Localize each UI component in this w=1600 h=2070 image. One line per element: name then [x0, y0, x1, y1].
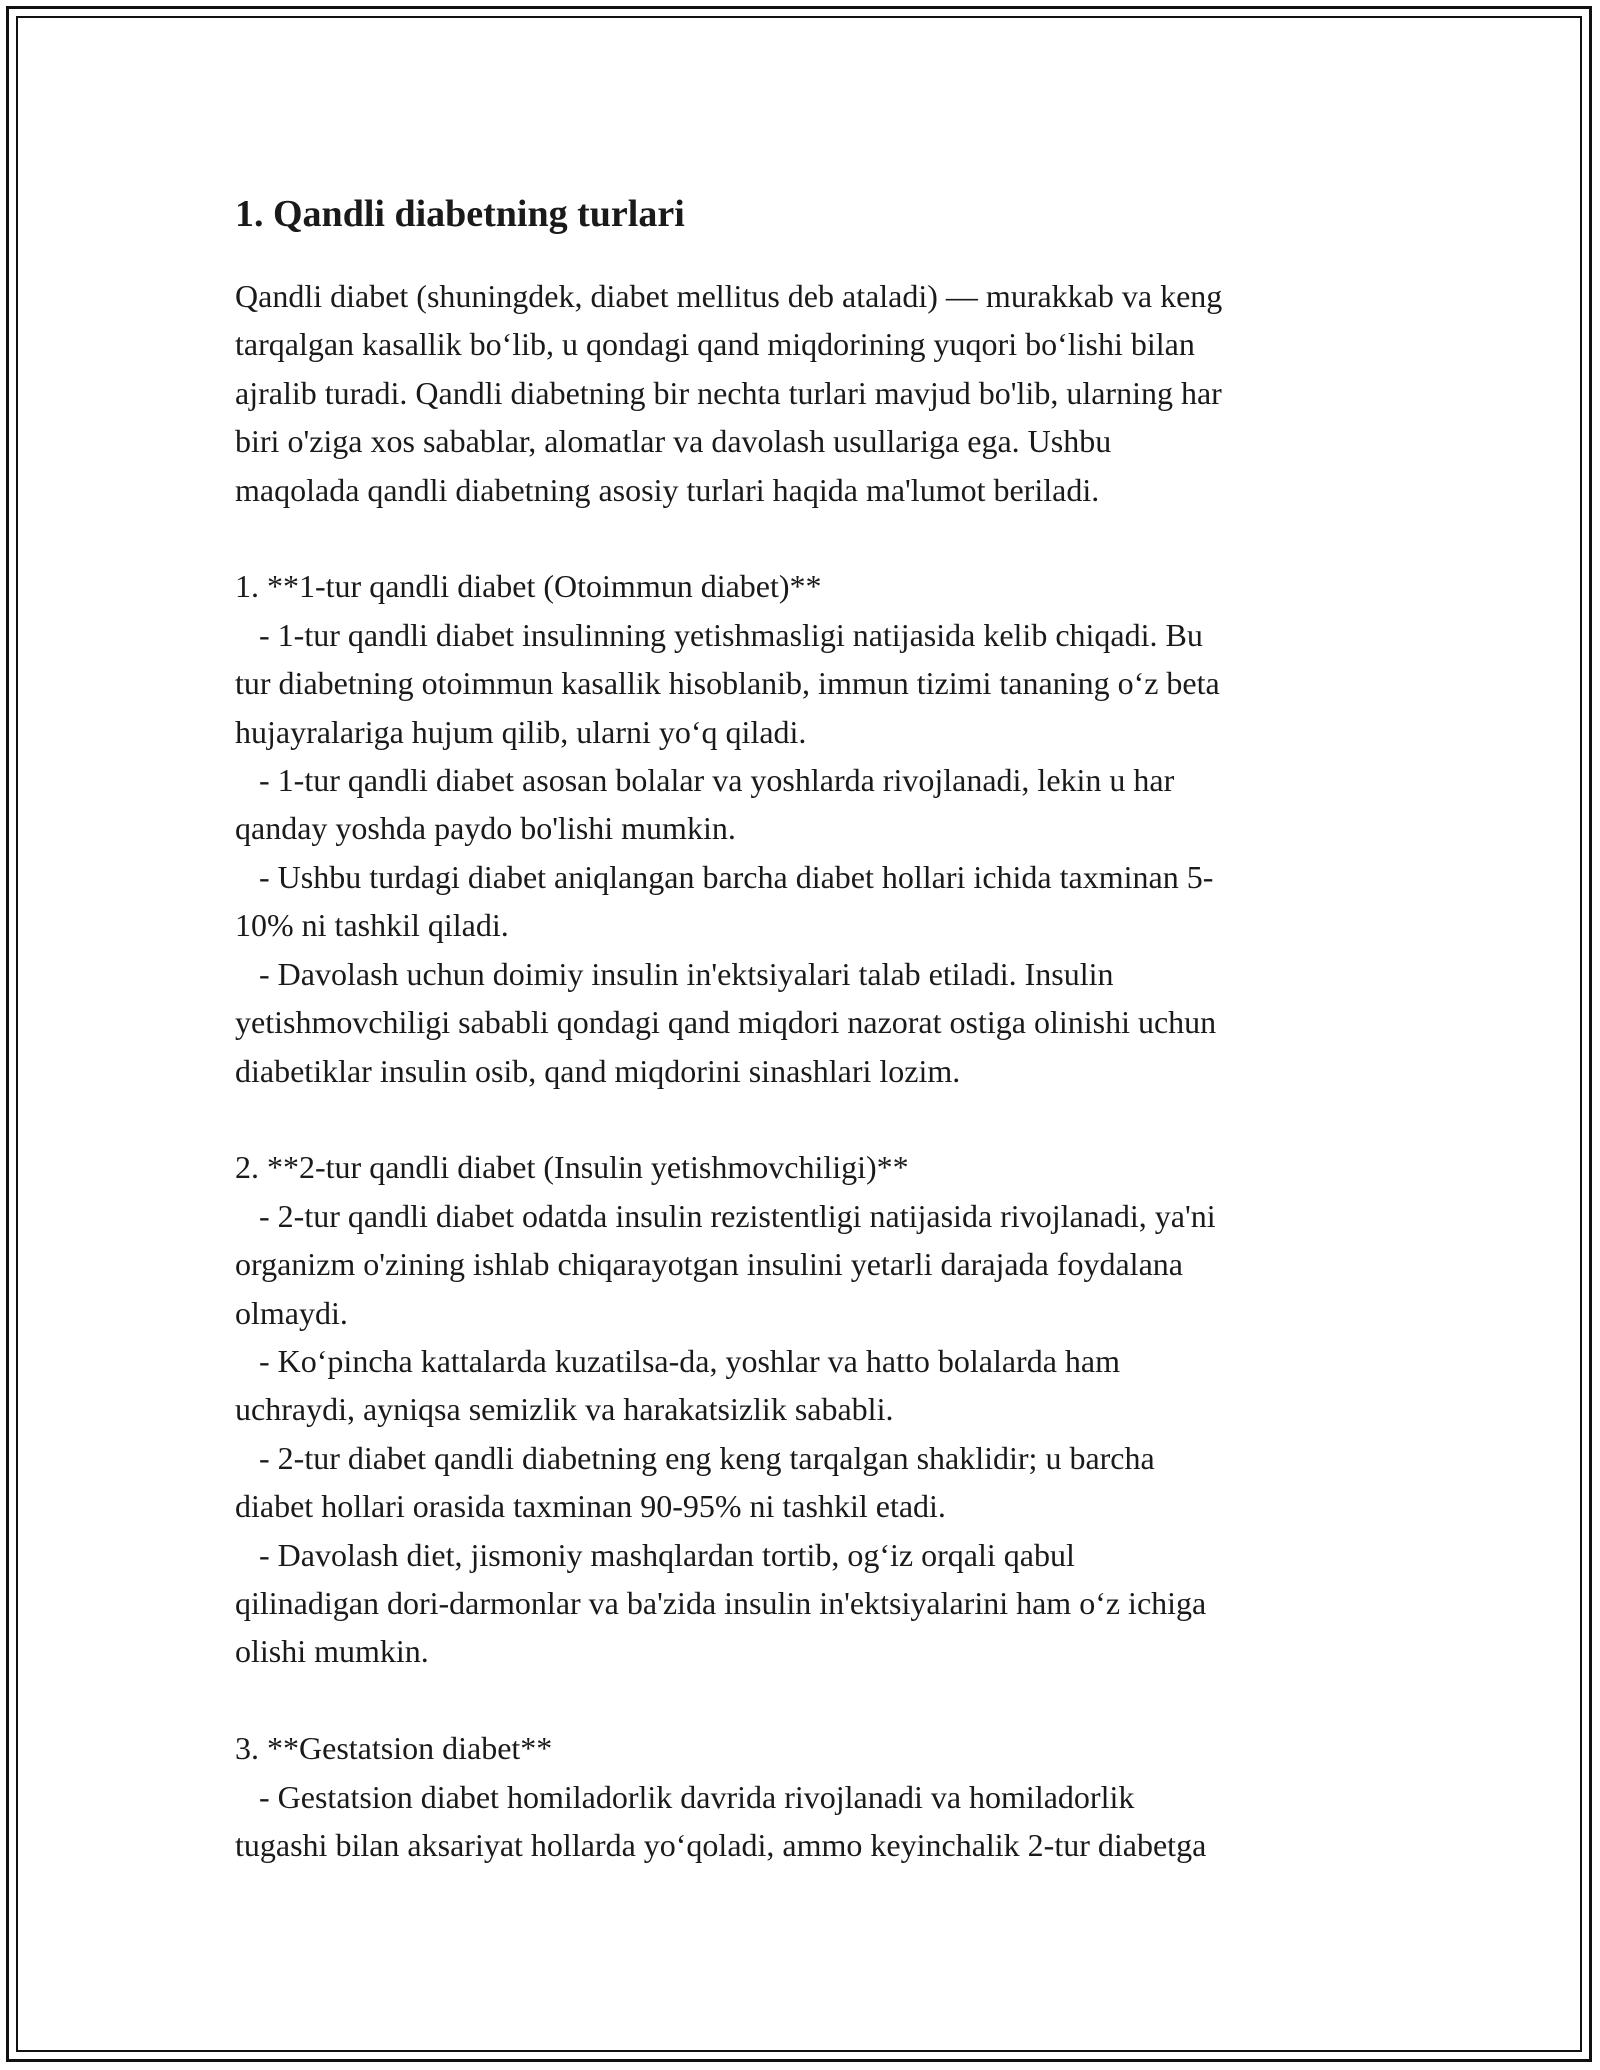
document-content	[235, 188, 1385, 1869]
section-heading: 1. Qandli diabetning turlari	[235, 193, 685, 235]
document-body-text: Qandli diabet (shuningdek, diabet mellitus deb ataladi) — murakkab va keng tarqalgan kasallik bo‘lib, u qondagi qand miqdorining yuqori bo‘lishi bilan ajralib turadi. Qandli diabetning bir nechta turlari mavjud bo'lib, ularning har biri o'ziga xos sabablar, alomatlar va davolash usullariga ega. Ushbu maqolada qandli diabetning asosiy turlari haqida ma'lumot beriladi. 1. **1-tur qandli diabet (Otoimmun diabet)** - 1-tur qandli diabet insulinning yetishmasligi natijasida kelib chiqadi. Bu tur diabetning otoimmun kasallik hisoblanib, immun tizimi tananing o‘z beta hujayralariga hujum qilib, ularni yo‘q qiladi. - 1-tur qandli diabet asosan bolalar va yoshlarda rivojlanadi, lekin u har qanday yoshda paydo bo'lishi mumkin. - Ushbu turdagi diabet aniqlangan barcha diabet hollari ichida taxminan 5- 10% ni tashkil qiladi. - Davolash uchun doimiy insulin in'ektsiyalari talab etiladi. Insulin yetishmovchiligi sababli qondagi qand miqdori nazorat ostiga olinishi uchun diabetiklar insulin osib, qand miqdorini sinashlari lozim. 2. **2-tur qandli diabet (Insulin yetishmovchiligi)** - 2-tur qandli diabet odatda insulin rezistentligi natijasida rivojlanadi, ya'ni organizm o'zining ishlab chiqarayotgan insulini yetarli darajada foydalana olmaydi. - Ko‘pincha kattalarda kuzatilsa-da, yoshlar va hatto bolalarda ham uchraydi, ayniqsa semizlik va harakatsizlik sababli. - 2-tur diabet qandli diabetning eng keng tarqalgan shaklidir; u barcha diabet hollari orasida taxminan 90-95% ni tashkil etadi. - Davolash diet, jismoniy mashqlardan tortib, og‘iz orqali qabul qilinadigan dori-darmonlar va ba'zida insulin in'ektsiyalarini ham o‘z ichiga olishi mumkin. 3. **Gestatsion diabet** - Gestatsion diabet homiladorlik davrida rivojlanadi va homiladorlik tugashi bilan aksariyat hollarda yo‘qoladi, ammo keyinchalik 2-tur diabetga	[235, 278, 1223, 1863]
